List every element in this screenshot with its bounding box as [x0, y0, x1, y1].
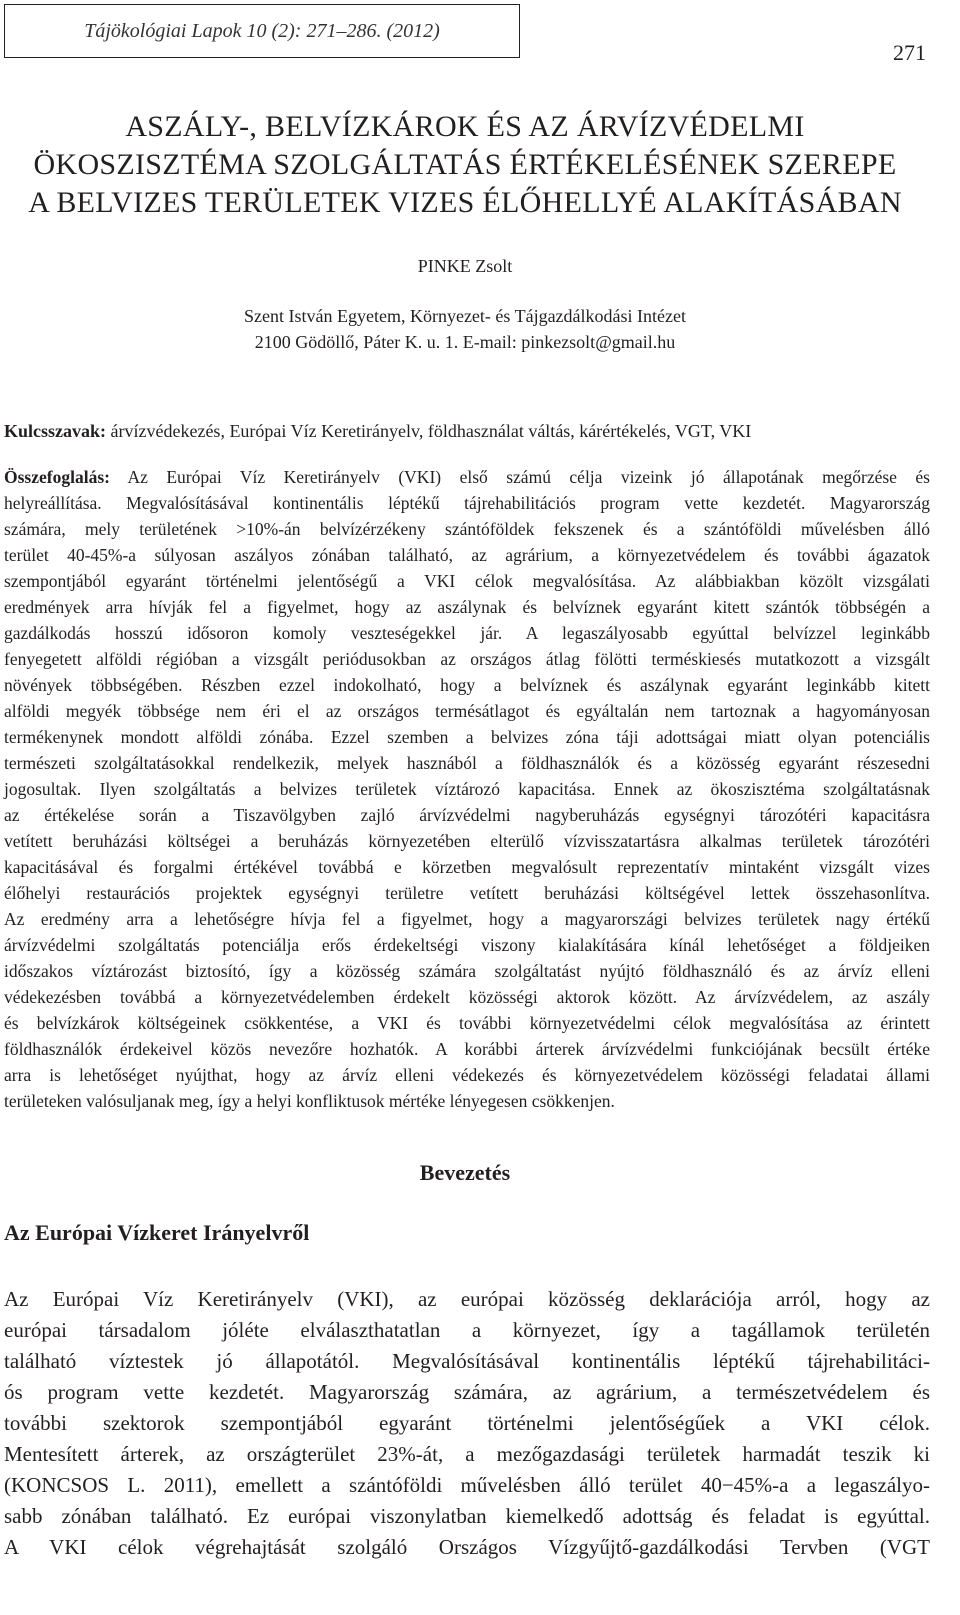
abstract-first-line-text: Az Európai Víz Keretirányelv (VKI) első számú célja vizeink jó állapotának megőrzése és [127, 467, 930, 487]
title-line: A BELVIZES TERÜLETEK VIZES ÉLŐHELLYÉ ALAKÍTÁSÁBAN [28, 186, 902, 219]
abstract-line: jogosultak. Ilyen szolgáltatás a belvizes területek víztározó kapacitása. Ennek az ökoszisztéma szolgáltatásnak [4, 779, 930, 799]
abstract-line: termékenynek mondott alföldi zónába. Ezzel szemben a belvizes zóna táji adottságai miatt olyan potenciális [4, 727, 930, 747]
keywords-label: Kulcsszavak: [4, 421, 107, 441]
abstract-line: vetített beruházási költségei a beruházás környezetében elterülő vízvisszatartásra alkalmas területek tározótéri [4, 831, 930, 851]
abstract-line: szempontjából egyaránt történelmi jelentőségű a VKI célok megvalósítása. Az alábbiakban közölt vizsgálati [4, 571, 930, 591]
abstract-line: arra is lehetőséget nyújthat, hogy az árvíz elleni védekezés és környezetvédelem közösségi feladatai állami [4, 1065, 930, 1085]
abstract-line: Az eredmény arra a lehetőségre hívja fel a figyelmet, hogy a magyarországi belvizes területek nagy értékű [4, 909, 930, 929]
abstract-line [4, 464, 930, 490]
author-name: PINKE Zsolt [417, 256, 513, 276]
body-line: Mentesített árterek, az országterület 23%-át, a mezőgazdasági területek harmadát teszik ki [4, 1442, 930, 1466]
body-line-citation [4, 1470, 930, 1501]
abstract-line: védekezésben továbbá a környezetvédelemben érdekelt közösségi aktorok között. Az árvízvédelem, az aszály [4, 987, 930, 1007]
abstract-line: időszakos víztározást biztosító, így a közösség számára szolgáltatást nyújtó földhasználó és az árvíz elleni [4, 961, 930, 981]
abstract-line: kapacitásával és forgalmi értékével továbbá e körzetben megvalósult reprezentatív mintaként vizsgált vizes [4, 857, 930, 877]
body-line: sabb zónában található. Ez európai viszonylatban kiemelkedő adottság és feladat is egyúttal. [4, 1504, 930, 1528]
abstract-line: élőhelyi restaurációs projektek egységnyi területre vetített beruházási költségével lettek összehasonlítva. [4, 883, 930, 903]
abstract-line: helyreállítása. Megvalósításával kontinentális léptékű tájrehabilitációs program vette kezdetét. Magyarország [4, 493, 930, 513]
body-line: ós program vette kezdetét. Magyarország számára, az agrárium, a természetvédelem és [4, 1380, 930, 1404]
body-line: európai társadalom jóléte elválaszthatatlan a környezet, így a tagállamok területén [4, 1318, 930, 1342]
abstract-line: számára, mely területének >10%-án belvízérzékeny szántóföldek fekszenek és a szántóföldi művelésben álló [4, 519, 930, 539]
abstract-line: eredmények arra hívják fel a figyelmet, hogy az aszálynak és belvíznek egyaránt kitett szántók többségén a [4, 597, 930, 617]
citation-author-initial: K [11, 1473, 27, 1497]
keywords [4, 418, 930, 444]
address: 2100 Gödöllő, Páter K. u. 1. E-mail: pinkezsolt@gmail.hu [254, 332, 676, 352]
abstract-line: az értékelése során a Tiszavölgyben zajló árvízvédelmi nagyberuházás egységnyi tározótéri kapacitásra [4, 805, 930, 825]
body-line: Az Európai Víz Keretirányelv (VKI), az európai közösség deklarációja arról, hogy az [4, 1287, 930, 1311]
page-number: 271 [893, 40, 926, 65]
abstract-line: növények többségében. Részben ezzel indokolható, hogy a belvíznek és aszálynak egyaránt leginkább kitett [4, 675, 930, 695]
affiliation: Szent István Egyetem, Környezet- és Tájgazdálkodási Intézet [244, 306, 686, 326]
body-line: további szektorok szempontjából egyaránt történelmi jelentőségűek a VKI célok. [4, 1411, 930, 1435]
body-line: található víztestek jó állapotától. Megvalósításával kontinentális léptékű tájrehabilitáci- [4, 1349, 930, 1373]
abstract-line: földhasználók érdekeivel közös nevezőre hozhatók. A korábbi árterek árvízvédelmi funkciójának becsült értéke [4, 1039, 930, 1059]
title-line: ÖKOSZISZTÉMA SZOLGÁLTATÁS ÉRTÉKELÉSÉNEK SZEREPE [33, 148, 897, 181]
abstract-line: területeken valósuljanak meg, így a helyi konfliktusok mértéke lényegesen csökkenjen. [4, 1091, 615, 1111]
abstract-line: gazdálkodás hosszú idősoron komoly veszteségekkel jár. A legaszályosabb egyúttal belvízzel leginkább [4, 623, 930, 643]
title-line: ASZÁLY-, BELVÍZKÁROK ÉS AZ ÁRVÍZVÉDELMI [125, 110, 805, 143]
subsection-title: Az Európai Vízkeret Irányelvről [4, 1220, 310, 1245]
journal-citation: Tájökológiai Lapok 10 (2): 271–286. (2012) [84, 19, 440, 42]
abstract-line: és belvízkárok költségeinek csökkentése, a VKI és további környezetvédelmi célok megvalósítása az érintett [4, 1013, 930, 1033]
abstract [4, 464, 930, 1114]
citation-open: ( [4, 1473, 11, 1497]
abstract-line: árvízvédelmi szolgáltatás potenciálja erős érdekeltségi viszony kialakítására kínál lehetőséget a földjeiken [4, 935, 930, 955]
abstract-line: terület 40-45%-a súlyosan aszályos zónában található, az agrárium, a környezetvédelem és további ágazatok [4, 545, 930, 565]
section-title: Bevezetés [419, 1160, 511, 1185]
article-title [0, 108, 930, 222]
keywords-text: árvízvédekezés, Európai Víz Keretirányelv, földhasználat váltás, kárértékelés, VGT, VKI [110, 421, 752, 441]
journal-citation-box [4, 4, 520, 58]
abstract-label: Összefoglalás: [4, 467, 110, 487]
body-line: A VKI célok végrehajtását szolgáló Országos Vízgyűjtő-gazdálkodási Tervben (VGT [4, 1535, 930, 1559]
citation-author-rest: ONCSOS [26, 1473, 110, 1497]
citation-tail: L. 2011), emellett a szántóföldi művelésben álló terület 40−45%-a a legaszályo- [109, 1473, 930, 1497]
abstract-line: természeti szolgáltatásokkal rendelkezik, melyek hasznából a földhasználók és a közösség egyaránt részesedni [4, 753, 930, 773]
abstract-line: alföldi megyék többsége nem éri el az országos termésátlagot és egyáltalán nem tartoznak a hagyományosan [4, 701, 930, 721]
body-text [4, 1284, 930, 1563]
abstract-line: fenyegetett alföldi régióban a vizsgált periódusokban az országos átlag fölötti terméskiesés mutatkozott a vizsgált [4, 649, 930, 669]
